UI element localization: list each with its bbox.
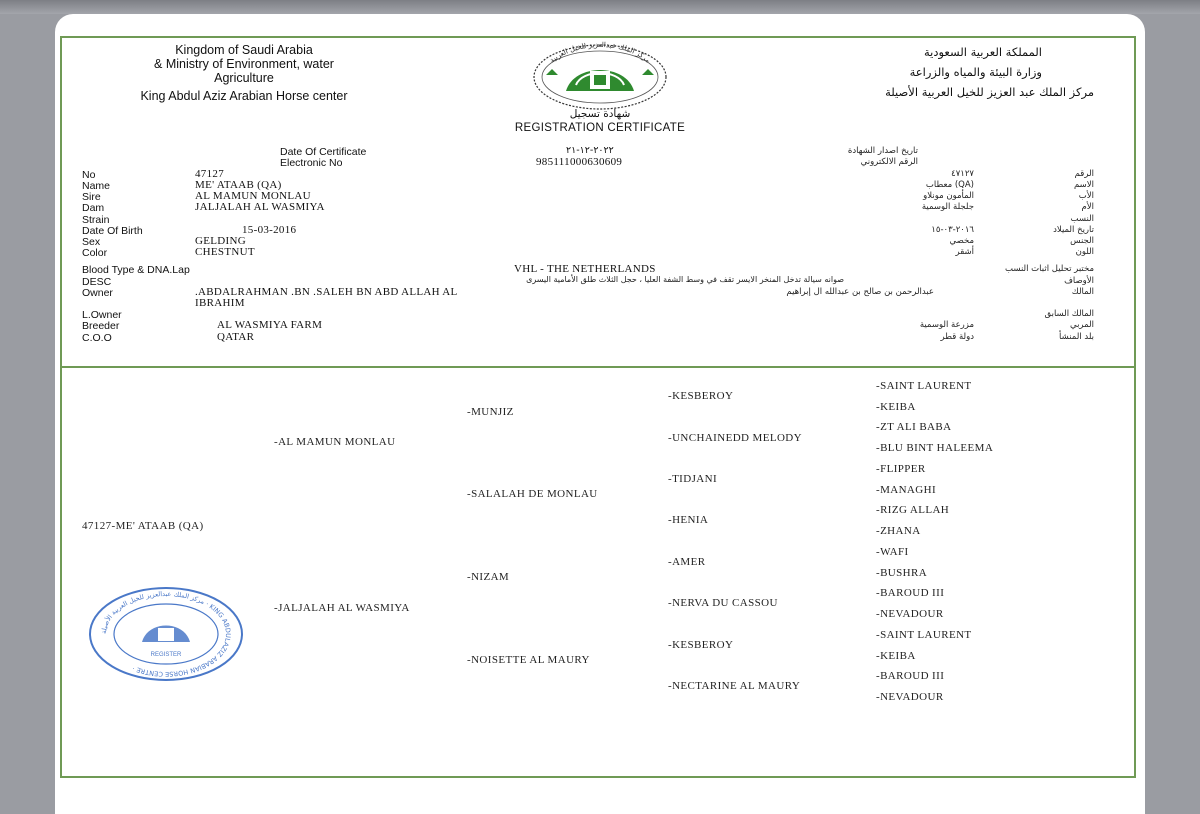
header-en-line2: & Ministry of Environment, water — [154, 57, 334, 71]
owner-value-ar: عبدالرحمن بن صالح بن عبدالله ال إبراهيم — [786, 287, 934, 297]
name-value-ar: (QA) معطاب — [925, 180, 974, 190]
breeder-value-ar: مزرعة الوسمية — [919, 320, 974, 330]
color-label: Color — [82, 247, 108, 259]
breeder-label: Breeder — [82, 320, 120, 332]
dob-label: Date Of Birth — [82, 225, 143, 237]
blood-type-label-ar: مختبر تحليل اثبات النسب — [1005, 264, 1094, 274]
owner-label: Owner — [82, 287, 113, 299]
pedigree-g4-16: -NEVADOUR — [876, 691, 944, 703]
breeder-value: AL WASMIYA FARM — [217, 319, 323, 331]
header-en-line1: Kingdom of Saudi Arabia — [175, 43, 313, 57]
pedigree-g3-4: -HENIA — [668, 514, 709, 526]
owner-label-ar: المالك — [1071, 287, 1094, 297]
date-of-certificate-label-ar: تاريخ اصدار الشهادة — [847, 146, 918, 156]
dam-label-ar: الأم — [1081, 202, 1094, 212]
name-label-ar: الاسم — [1074, 180, 1094, 190]
color-label-ar: اللون — [1075, 247, 1094, 257]
dob-label-ar: تاريخ الميلاد — [1053, 225, 1094, 235]
pedigree-g4-8: -ZHANA — [876, 525, 921, 537]
sire-value: AL MAMUN MONLAU — [195, 190, 311, 202]
pedigree-g2-2: -SALALAH DE MONLAU — [467, 488, 598, 500]
strain-label-ar: النسب — [1070, 214, 1094, 224]
pedigree-g3-8: -NECTARINE AL MAURY — [668, 680, 801, 692]
no-label: No — [82, 169, 96, 181]
header-ar-line2: وزارة البيئة والمياه والزراعة — [909, 65, 1042, 79]
official-stamp — [86, 584, 246, 684]
pedigree-dam: -JALJALAH AL WASMIYA — [274, 602, 410, 614]
sex-label-ar: الجنس — [1070, 236, 1094, 246]
center-logo — [530, 41, 670, 111]
header-en-line4: King Abdul Aziz Arabian Horse center — [140, 89, 348, 103]
electronic-no-value: 985111000630609 — [536, 156, 623, 168]
sire-label-ar: الأب — [1078, 191, 1094, 201]
stamp-register-text: REGISTER — [150, 652, 182, 658]
sire-value-ar: المأمون مونلاو — [923, 191, 974, 201]
pedigree-subject: 47127-ME' ATAAB (QA) — [82, 520, 204, 532]
pedigree-g3-1: -KESBEROY — [668, 390, 734, 402]
logo-arc-text: مركز الملك عبدالعزيز للخيل العربية — [548, 41, 652, 65]
electronic-no-label: Electronic No — [280, 157, 343, 169]
no-value-ar: ٤٧١٢٧ — [951, 169, 974, 179]
pedigree-g4-6: -MANAGHI — [876, 484, 937, 496]
desc-label: DESC — [82, 276, 112, 288]
owner-value-line2: IBRAHIM — [195, 297, 245, 309]
pedigree-g4-13: -SAINT LAURENT — [876, 629, 972, 641]
blood-type-value: VHL - THE NETHERLANDS — [514, 263, 656, 275]
header-en-line3: Agriculture — [214, 71, 274, 85]
pedigree-g3-2: -UNCHAINEDD MELODY — [668, 432, 802, 444]
dam-label: Dam — [82, 202, 105, 214]
date-of-certificate-value: ٢٠٢٢-١٢-٢١ — [566, 145, 614, 156]
pedigree-g3-3: -TIDJANI — [668, 473, 718, 485]
pedigree-g3-7: -KESBEROY — [668, 639, 734, 651]
name-label: Name — [82, 180, 111, 192]
stamp-ring-text: مركز الملك عبدالعزيز للخيل العربية الأصيلة · KING ABDULAZIZ ARABIAN HORSE CENTRE · — [99, 589, 233, 679]
owner-value-line1: .ABDALRAHMAN .BN .SALEH BN ABD ALLAH AL — [195, 286, 458, 298]
pedigree-g4-9: -WAFI — [876, 546, 909, 558]
header-ar-line3: مركز الملك عبد العزيز للخيل العربية الأصيلة — [885, 85, 1094, 99]
name-value: ME' ATAAB (QA) — [195, 179, 282, 191]
desc-label-ar: الأوصاف — [1064, 276, 1094, 286]
pedigree-g4-3: -ZT ALI BABA — [876, 421, 952, 433]
stamp-seal-icon — [86, 584, 246, 684]
sex-label: Sex — [82, 236, 101, 248]
section-divider — [62, 366, 1134, 368]
pedigree-g3-5: -AMER — [668, 556, 706, 568]
pedigree-g3-6: -NERVA DU CASSOU — [668, 597, 778, 609]
certificate-frame — [60, 36, 1136, 778]
header-arabic — [885, 42, 1094, 102]
pedigree-g2-3: -NIZAM — [467, 571, 510, 583]
no-label-ar: الرقم — [1074, 169, 1094, 179]
sire-label: Sire — [82, 191, 101, 203]
title-arabic: شهادة تسجيل — [569, 108, 631, 120]
pedigree-g4-10: -BUSHRA — [876, 567, 928, 579]
pedigree-g4-5: -FLIPPER — [876, 463, 926, 475]
date-of-certificate-label: Date Of Certificate — [280, 146, 367, 158]
blood-type-label: Blood Type & DNA.Lap — [82, 264, 190, 276]
pedigree-g2-1: -MUNJIZ — [467, 406, 514, 418]
color-value: CHESTNUT — [195, 246, 255, 258]
no-value: 47127 — [195, 168, 224, 180]
pedigree-g4-12: -NEVADOUR — [876, 608, 944, 620]
strain-label: Strain — [82, 214, 110, 226]
pedigree-g2-4: -NOISETTE AL MAURY — [467, 654, 590, 666]
dam-value-ar: جلجلة الوسمية — [921, 202, 974, 212]
electronic-no-label-ar: الرقم الالكتروني — [860, 157, 918, 167]
header-english — [94, 43, 394, 103]
desc-value-ar: صوانه سيالة تدخل المنخر الايسر تقف في وسط الشفة العليا ، حجل الثلاث طلق الأمامية اليسرى — [526, 275, 844, 284]
pedigree-g4-15: -BAROUD III — [876, 670, 945, 682]
l-owner-label-ar: المالك السابق — [1044, 309, 1094, 319]
top-shadow — [0, 0, 1200, 14]
coo-label-ar: بلد المنشأ — [1059, 332, 1094, 342]
sex-value-ar: مخصي — [949, 236, 974, 246]
coo-label: C.O.O — [82, 332, 112, 344]
header-ar-line1: المملكة العربية السعودية — [924, 45, 1042, 59]
dob-value-ar: ٢٠١٦-٠٣-١٥ — [931, 225, 974, 235]
logo-emblem-icon — [530, 41, 670, 111]
pedigree-g4-4: -BLU BINT HALEEMA — [876, 442, 994, 454]
l-owner-label: L.Owner — [82, 309, 122, 321]
dob-value: 15-03-2016 — [242, 224, 297, 236]
color-value-ar: أشقر — [955, 247, 974, 257]
pedigree-g4-1: -SAINT LAURENT — [876, 380, 972, 392]
pedigree-g4-2: -KEIBA — [876, 401, 916, 413]
coo-value: QATAR — [217, 331, 255, 343]
svg-text:مركز الملك عبدالعزيز للخيل الع — [548, 41, 652, 65]
pedigree-g4-11: -BAROUD III — [876, 587, 945, 599]
dam-value: JALJALAH AL WASMIYA — [195, 201, 325, 213]
sex-value: GELDING — [195, 235, 246, 247]
pedigree-sire: -AL MAMUN MONLAU — [274, 436, 396, 448]
coo-value-ar: دولة قطر — [940, 332, 974, 342]
breeder-label-ar: المربي — [1069, 320, 1094, 330]
pedigree-g4-14: -KEIBA — [876, 650, 916, 662]
pedigree-g4-7: -RIZG ALLAH — [876, 504, 950, 516]
title-english: REGISTRATION CERTIFICATE — [514, 122, 686, 134]
